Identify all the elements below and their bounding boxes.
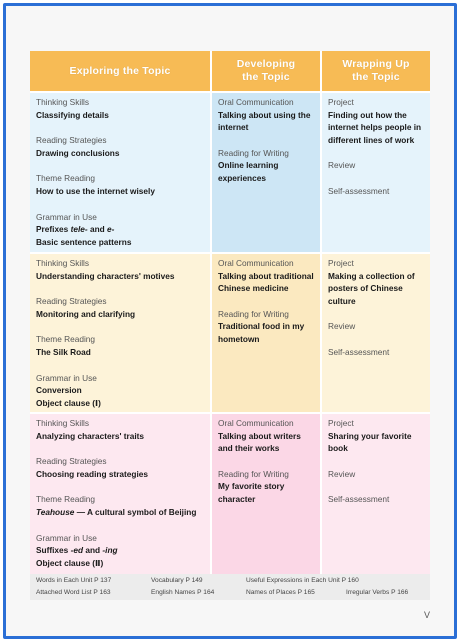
section-label: Thinking Skills xyxy=(36,258,90,268)
wrap-cell xyxy=(320,414,430,574)
section-label: Theme Reading xyxy=(36,494,96,505)
footer-useful-expressions: Useful Expressions in Each Unit P 160 xyxy=(246,577,359,584)
header-exploring: Exploring the Topic xyxy=(30,51,210,91)
item-part: e- xyxy=(107,224,115,235)
section-item xyxy=(36,544,206,557)
section-item: Object clause (Ⅱ) xyxy=(36,557,104,568)
appendix-footer xyxy=(30,574,430,600)
footer-vocabulary: Vocabulary P 149 xyxy=(151,577,203,584)
wrap-cell xyxy=(320,254,430,412)
develop-cell xyxy=(210,414,320,574)
section-label: Grammar in Use xyxy=(36,211,97,222)
section-item: My favorite story character xyxy=(218,481,285,504)
section-label: Thinking Skills xyxy=(36,97,90,107)
section-label: Oral Communication xyxy=(218,97,294,107)
header-wrapping-text: Wrapping Up the Topic xyxy=(342,58,410,83)
section-label: Oral Communication xyxy=(218,418,294,428)
section-label: Self-assessment xyxy=(328,494,390,505)
explore-cell xyxy=(30,414,210,574)
item-part: -ed xyxy=(70,545,84,556)
section-item: Object clause (Ⅰ) xyxy=(36,397,101,408)
item-part: Prefixes xyxy=(36,224,71,235)
section-label: Reading for Writing xyxy=(218,147,289,158)
section-item: Drawing conclusions xyxy=(36,147,120,158)
section-item: Analyzing characters' traits xyxy=(36,430,145,441)
table-row xyxy=(30,412,430,574)
section-item: Online learning experiences xyxy=(218,160,279,183)
item-part: — A cultural symbol of Beijing xyxy=(74,506,197,517)
section-item xyxy=(36,506,206,519)
section-item: Monitoring and clarifying xyxy=(36,308,136,319)
section-label: Project xyxy=(328,418,354,428)
item-part: Suffixes xyxy=(36,545,71,556)
footer-words: Words in Each Unit P 137 xyxy=(36,577,112,584)
explore-cell xyxy=(30,254,210,412)
section-item: Traditional food in my hometown xyxy=(218,321,305,344)
section-label: Reading Strategies xyxy=(36,456,107,467)
wrap-cell xyxy=(320,93,430,252)
item-part: and xyxy=(83,545,103,556)
item-part: tele- xyxy=(70,224,88,235)
header-developing-text: Developing the Topic xyxy=(236,58,296,83)
section-item: The Silk Road xyxy=(36,346,91,357)
section-item: Making a collection of posters of Chinese culture xyxy=(328,270,415,306)
section-label: Self-assessment xyxy=(328,185,390,196)
item-part: Teahouse xyxy=(36,506,75,517)
footer-irregular-verbs: Irregular Verbs P 166 xyxy=(346,589,409,596)
section-item: Basic sentence patterns xyxy=(36,236,132,247)
section-label: Review xyxy=(328,160,356,171)
section-label: Theme Reading xyxy=(36,173,96,184)
header-developing xyxy=(210,51,320,91)
section-item: Sharing your favorite book xyxy=(328,430,412,454)
section-label: Review xyxy=(328,468,356,479)
section-item xyxy=(36,223,206,236)
explore-cell xyxy=(30,93,210,252)
footer-attached-word-list: Attached Word List P 163 xyxy=(36,589,111,596)
section-item: Choosing reading strategies xyxy=(36,468,149,479)
header-wrapping xyxy=(320,51,430,91)
page-number: V xyxy=(424,610,431,620)
section-item: Classifying details xyxy=(36,109,109,120)
section-item: Talking about writers and their works xyxy=(218,430,301,454)
section-label: Oral Communication xyxy=(218,258,294,268)
table-row xyxy=(30,252,430,412)
footer-names-of-places: Names of Places P 165 xyxy=(246,589,315,596)
section-item: Understanding characters' motives xyxy=(36,270,175,281)
section-label: Project xyxy=(328,97,354,107)
section-label: Reading for Writing xyxy=(218,308,289,319)
item-part: and xyxy=(87,224,108,235)
section-label: Project xyxy=(328,258,354,268)
section-item: Conversion xyxy=(36,385,82,396)
table-row xyxy=(30,91,430,252)
contents-table xyxy=(30,51,430,574)
section-label: Reading Strategies xyxy=(36,296,107,307)
develop-cell xyxy=(210,254,320,412)
section-label: Theme Reading xyxy=(36,334,96,345)
item-part: -ing xyxy=(102,545,118,556)
section-label: Review xyxy=(328,321,356,332)
section-item: Finding out how the internet helps people in different lines of work xyxy=(328,109,422,145)
section-label: Reading Strategies xyxy=(36,135,107,146)
section-item: Talking about traditional Chinese medicine xyxy=(218,270,314,294)
section-label: Grammar in Use xyxy=(36,372,97,383)
section-label: Grammar in Use xyxy=(36,532,97,543)
section-label: Thinking Skills xyxy=(36,418,90,428)
footer-english-names: English Names P 164 xyxy=(151,589,215,596)
section-item: How to use the internet wisely xyxy=(36,185,155,196)
table-header-row xyxy=(30,51,430,91)
section-item: Talking about using the internet xyxy=(218,109,311,133)
section-label: Self-assessment xyxy=(328,346,390,357)
section-label: Reading for Writing xyxy=(218,468,289,479)
develop-cell xyxy=(210,93,320,252)
